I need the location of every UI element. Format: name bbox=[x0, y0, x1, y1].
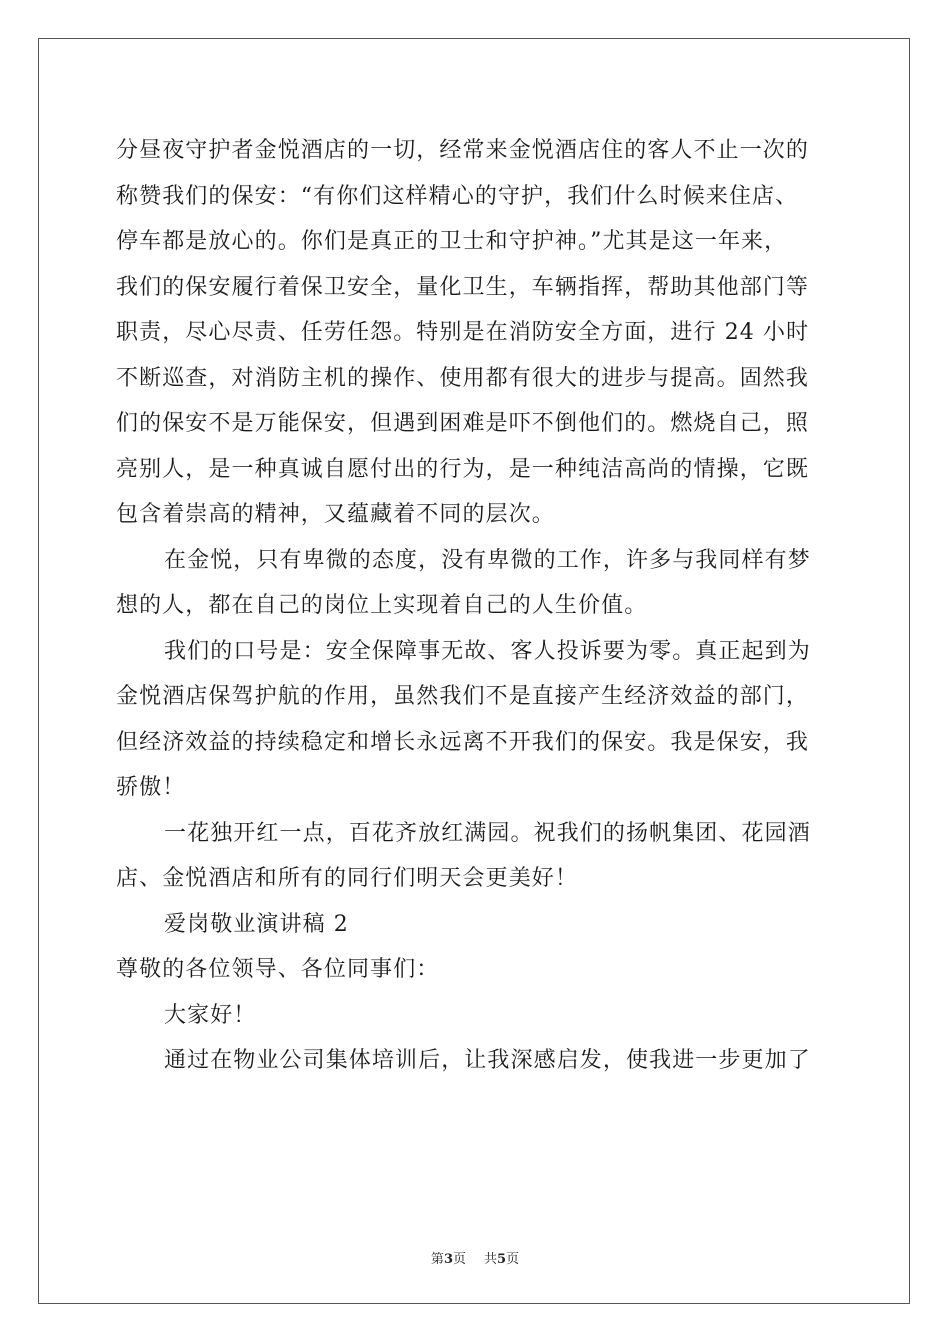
document-body bbox=[116, 128, 832, 1084]
text-line: 但经济效益的持续稳定和增长永远离不开我们的保安。我是保安，我 bbox=[116, 729, 810, 755]
text-line: 停车都是放心的。你们是真正的卫士和守护神。”尤其是这一年来， bbox=[116, 229, 788, 254]
text-line: 分昼夜守护者金悦酒店的一切，经常来金悦酒店住的客人不止一次的 bbox=[116, 138, 810, 163]
page-prefix: 第 bbox=[430, 1252, 444, 1267]
page-footer bbox=[0, 1248, 950, 1267]
text-line: 店、金悦酒店和所有的同行们明天会更美好！ bbox=[116, 866, 579, 891]
text-line: 我们的口号是：安全保障事无故、客人投诉要为零。真正起到为 bbox=[164, 638, 811, 664]
text-line: 骄傲！ bbox=[116, 775, 186, 800]
total-prefix: 共 bbox=[484, 1252, 498, 1267]
text-line: 我们的保安履行着保卫安全，量化卫生，车辆指挥，帮助其他部门等 bbox=[116, 274, 810, 300]
salutation: 尊敬的各位领导、各位同事们： bbox=[116, 957, 440, 982]
text-line: 一花独开红一点，百花齐放红满园。祝我们的扬帆集团、花园酒 bbox=[164, 820, 811, 846]
section-title: 爱岗敬业演讲稿 2 bbox=[164, 911, 349, 937]
greeting: 大家好！ bbox=[164, 1002, 257, 1028]
text-line: 金悦酒店保驾护航的作用，虽然我们不是直接产生经济效益的部门， bbox=[116, 684, 810, 709]
text-line: 通过在物业公司集体培训后，让我深感启发，使我进一步更加了 bbox=[164, 1048, 811, 1073]
page-current: 3 bbox=[443, 1252, 453, 1267]
text-line: 想的人，都在自己的岗位上实现着自己的人生价值。 bbox=[116, 593, 648, 618]
text-line: 职责，尽心尽责、任劳任怨。特别是在消防安全方面，进行 24 小时 bbox=[116, 320, 810, 345]
text-line: 不断巡查，对消防主机的操作、使用都有很大的进步与提高。固然我 bbox=[116, 365, 810, 391]
text-line: 亮别人，是一种真诚自愿付出的行为，是一种纯洁高尚的情操，它既 bbox=[116, 456, 810, 482]
text-line: 在金悦，只有卑微的态度，没有卑微的工作，许多与我同样有梦 bbox=[164, 547, 811, 573]
total-suffix: 页 bbox=[506, 1252, 520, 1267]
text-line: 们的保安不是万能保安，但遇到困难是吓不倒他们的。燃烧自己，照 bbox=[116, 411, 810, 436]
text-line: 称赞我们的保安：“有你们这样精心的守护，我们什么时候来住店、 bbox=[116, 183, 799, 209]
text-line: 包含着崇高的精神，又蕴藏着不同的层次。 bbox=[116, 502, 555, 527]
page-suffix: 页 bbox=[452, 1252, 466, 1267]
page-total: 5 bbox=[497, 1252, 507, 1267]
